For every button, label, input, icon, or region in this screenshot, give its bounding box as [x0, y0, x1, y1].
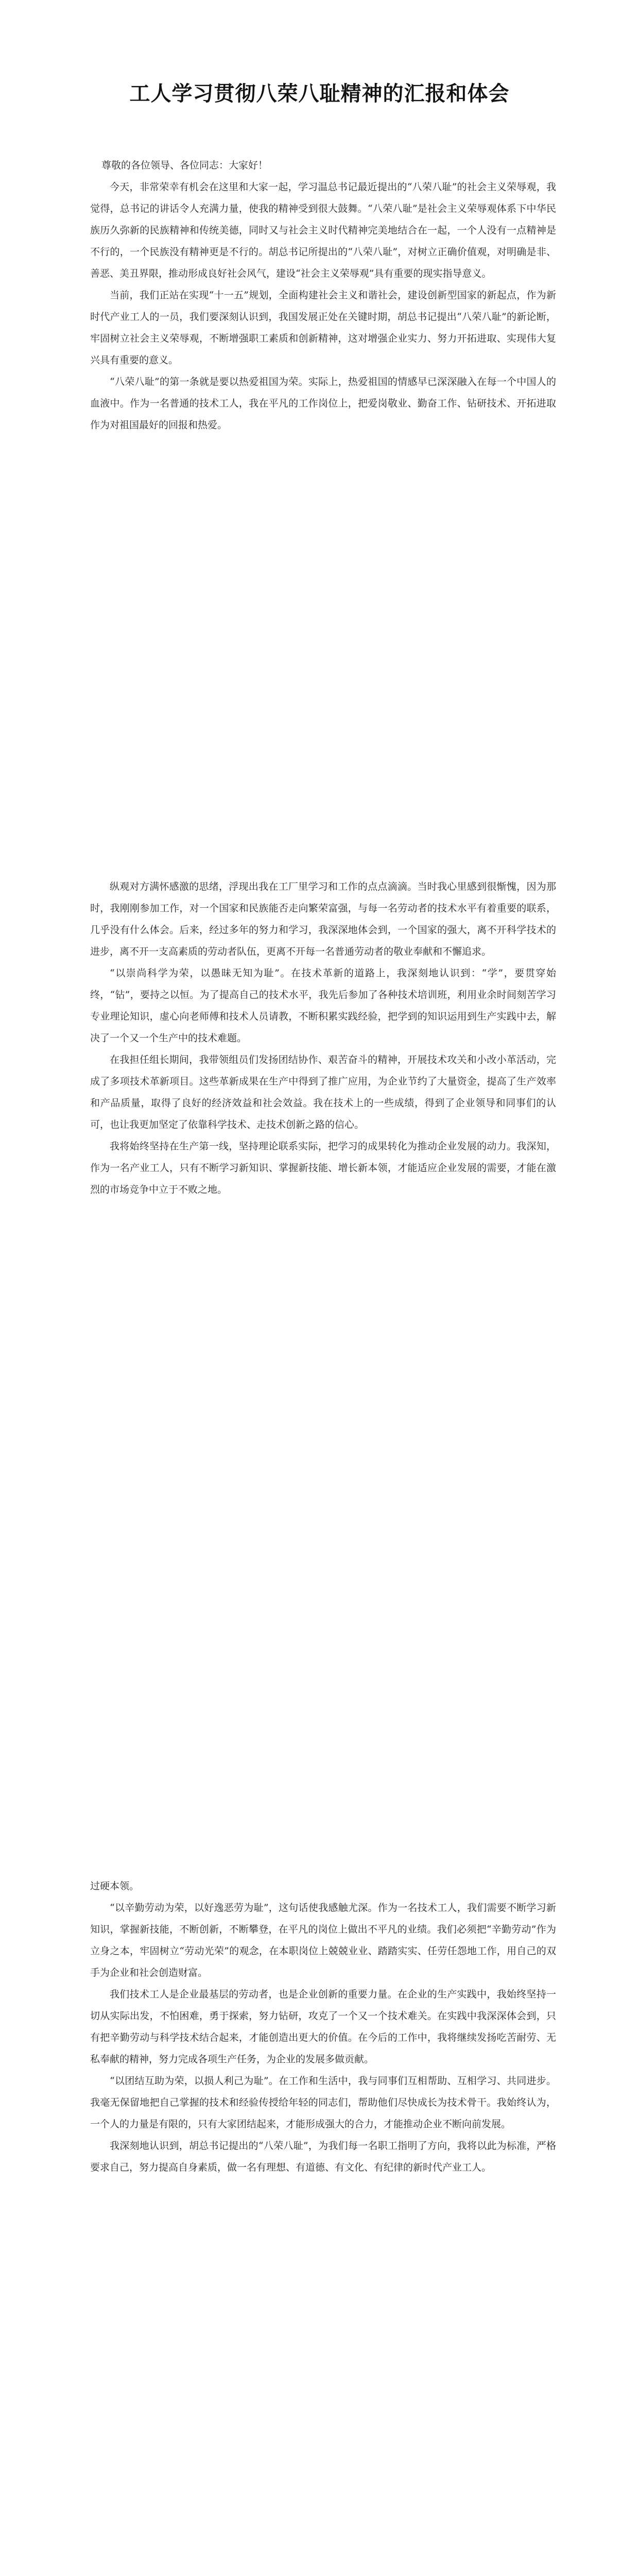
- paragraph: 我们技术工人是企业最基层的劳动者，也是企业创新的重要力量。在企业的生产实践中，我始终坚持一切从实际出发，不怕困难，勇于探索，努力钻研，攻克了一个又一个技术难关。在实践中我深深体会到，只有把辛勤劳动与科学技术结合起来，才能创造出更大的价值。在今后的工作中，我将继续发扬吃苦耐劳、无私奉献的精神，努力完成各项生产任务，为企业的发展多做贡献。: [90, 1989, 556, 2065]
- paragraph: 纵观对方满怀感激的思绪，浮现出我在工厂里学习和工作的点点滴滴。当时我心里感到很惭愧，因为那时，我刚刚参加工作，对一个国家和民族能否走向繁荣富强，与每一名劳动者的技术水平有着重要的联系，几乎没有什么体会。后来，经过多年的努力和学习，我深深地体会到，一个国家的强大，离不开科学技术的进步，离不开一支高素质的劳动者队伍，更离不开每一名普通劳动者的敬业奉献和不懈追求。: [90, 881, 556, 957]
- paragraph: 在我担任组长期间，我带领组员们发扬团结协作、艰苦奋斗的精神，开展技术攻关和小改小革活动，完成了多项技术革新项目。这些革新成果在生产中得到了推广应用，为企业节约了大量资金，提高了生产效率和产品质量，取得了良好的经济效益和社会效益。我在技术上的一些成绩，得到了企业领导和同事们的认可，也让我更加坚定了依靠科学技术、走技术创新之路的信心。: [90, 1054, 556, 1130]
- paragraph-continuation: 过硬本领。: [90, 1880, 140, 1892]
- section-3: [90, 1875, 556, 2178]
- paragraph: “八荣八耻”的第一条就是要以热爱祖国为荣。实际上，热爱祖国的情感早已深深融入在每一个中国人的血液中。作为一名普通的技术工人，我在平凡的工作岗位上，把爱岗敬业、勤奋工作、钻研技术、开拓进取作为对祖国最好的回报和热爱。: [90, 376, 556, 431]
- paragraph: 我将始终坚持在生产第一线，坚持理论联系实际，把学习的成果转化为推动企业发展的动力。我深知，作为一名产业工人，只有不断学习新知识、掌握新技能、增长新本领，才能适应企业发展的需要，才能在激烈的市场竞争中立于不败之地。: [90, 1141, 556, 1195]
- section-1: [90, 155, 556, 436]
- section-2: [90, 876, 556, 1200]
- paragraph: “以崇尚科学为荣，以愚昧无知为耻”。在技术革新的道路上，我深刻地认识到：“学”，要贯穿始终，“钻”，要持之以恒。为了提高自己的技术水平，我先后参加了各种技术培训班，利用业余时间刻苦学习专业理论知识，虚心向老师傅和技术人员请教，不断积累实践经验，把学到的知识运用到生产实践中去，解决了一个又一个生产中的技术难题。: [90, 968, 556, 1044]
- paragraph: 今天，非常荣幸有机会在这里和大家一起，学习温总书记最近提出的“八荣八耻”的社会主义荣辱观，我觉得，总书记的讲话令人充满力量，使我的精神受到很大鼓舞。“八荣八耻”是社会主义荣辱观体系下中华民族历久弥新的民族精神和传统美德，同时又与社会主义时代精神完美地结合在一起，一个人没有一点精神是不行的，一个民族没有精神更是不行的。胡总书记所提出的“八荣八耻”，对树立正确价值观，对明确是非、善恶、美丑界限，推动形成良好社会风气，建设“社会主义荣辱观”具有重要的现实指导意义。: [90, 181, 556, 279]
- paragraph: “以辛勤劳动为荣，以好逸恶劳为耻”，这句话使我感触尤深。作为一名技术工人，我们需要不断学习新知识，掌握新技能，不断创新，不断攀登，在平凡的岗位上做出不平凡的业绩。我们必须把“辛勤劳动”作为立身之本，牢固树立“劳动光荣”的观念，在本职岗位上兢兢业业、踏踏实实、任劳任怨地工作，用自己的双手为企业和社会创造财富。: [90, 1902, 556, 1978]
- document-title: 工人学习贯彻八荣八耻精神的汇报和体会: [129, 81, 510, 106]
- paragraph: 当前，我们正站在实现“十一五”规划，全面构建社会主义和谐社会，建设创新型国家的新起点，作为新时代产业工人的一员，我们要深刻认识到，我国发展正处在关键时期，胡总书记提出“八荣八耻”的新论断，牢固树立社会主义荣辱观，不断增强职工素质和创新精神，这对增强企业实力、努力开拓进取、实现伟大复兴具有重要的意义。: [90, 290, 556, 366]
- paragraph: 我深刻地认识到，胡总书记提出的“八荣八耻”，为我们每一名职工指明了方向，我将以此为标准，严格要求自己，努力提高自身素质，做一名有理想、有道德、有文化、有纪律的新时代产业工人。: [90, 2140, 556, 2173]
- paragraph: “以团结互助为荣，以损人利己为耻”。在工作和生活中，我与同事们互相帮助、互相学习、共同进步。我毫无保留地把自己掌握的技术和经验传授给年轻的同志们，帮助他们尽快成长为技术骨干。我始终认为，一个人的力量是有限的，只有大家团结起来，才能形成强大的合力，才能推动企业不断向前发展。: [90, 2075, 556, 2130]
- salutation: 尊敬的各位领导、各位同志：大家好！: [101, 160, 268, 171]
